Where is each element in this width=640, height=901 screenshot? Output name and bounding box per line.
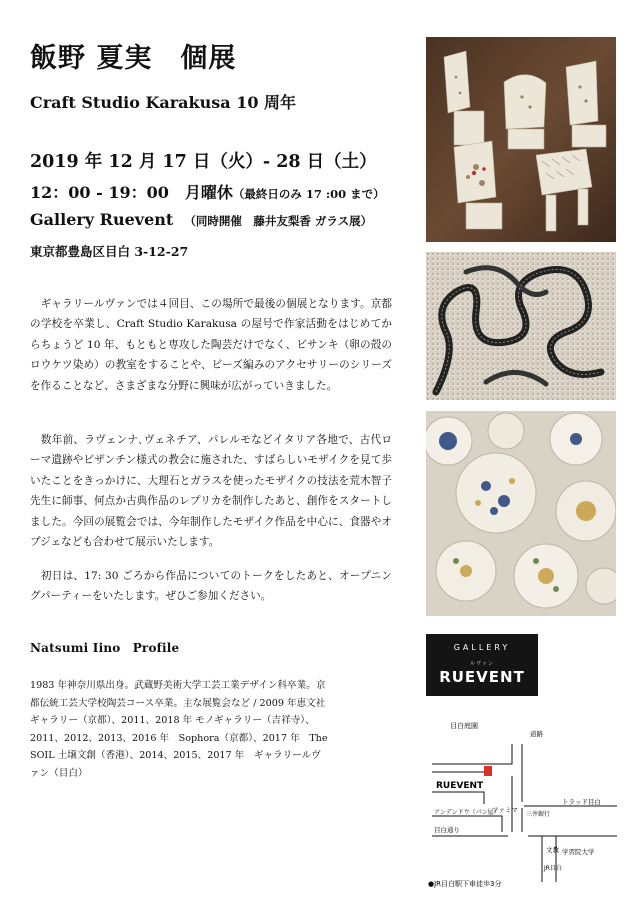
map-label-trad-mejiro: トラッド目白: [562, 798, 601, 806]
gallery-logo: [426, 634, 538, 696]
chairs-photo: [426, 37, 616, 242]
logo-kana: ルヴァン: [470, 661, 494, 667]
mosaic-photo: [426, 252, 616, 400]
map-label-bank: 三井銀行: [526, 811, 551, 818]
opening-party-paragraph: 初日は、17: 30 ごろから作品についてのトークをしたあと、オープニングパーティーをいたします。ぜひご参加ください。: [30, 570, 392, 603]
map-label-road: 道路: [530, 730, 543, 738]
gallery-name: Gallery Ruevent: [30, 210, 174, 229]
map-label-andersen: アンデンドウ（パン屋）: [434, 809, 500, 816]
plates-photo: [426, 411, 616, 616]
concurrent-show-note: （同時開催 藤井友梨香 ガラス展）: [184, 214, 373, 228]
logo-ruevent: RUEVENT: [439, 668, 525, 686]
gallery-location-marker: [484, 766, 492, 776]
map-label-station: JR目白: [544, 865, 562, 872]
profile-heading: Natsumi Iino Profile: [30, 641, 180, 655]
gallery-address: 東京都豊島区目白 3-12-27: [30, 244, 189, 259]
profile-text: 1983 年神奈川県出身。武蔵野美術大学工芸工業デザイン科卒業。京都伝統工芸大学校陶芸コース卒業。主な展覧会など / 2009 年恵文社ギャラリー（京都）、2011、2018 年 モノギャラリー（吉祥寺）、2011、2012、2013、2016 年 Sophora（京都）、2017 年 The SOIL 土壌文創（香港）、2014、2015、2017 年 ギャラリールヴァン（目白）: [30, 680, 328, 779]
logo-gallery-word: GALLERY: [453, 643, 511, 652]
intro-paragraph: ギャラリールヴァンでは４回目、この場所で最後の個展となります。京都の学校を卒業し、Craft Studio Karakusa の屋号で作家活動をはじめてからちょうど 10 年、もともと専攻した陶芸だけでなく、ビサンキ（卵の殻のロウケツ染め）の教室をすることや、ビーズ編みのアクセサリーのシリーズを作ることなど、さまざまな分野に興味が広がっていきました。: [30, 298, 392, 392]
map-footer-directions: ●JR目白駅下車徒歩3分: [428, 880, 502, 888]
mosaic-paragraph: 数年前、ラヴェンナ､ヴェネチア、パレルモなどイタリア各地で、古代ローマ遺跡やビザンチン様式の教会に施された、すばらしいモザイクを見て歩いたことをきっかけに、大理石とガラスを使ったモザイクの技法を荒木智子先生に師事、何点か古典作品のレプリカを制作したあと、創作をスタートしました。今回の展覧会では、今年制作したモザイク作品を中心に、食器やオブジェなども合わせて展示いたします。: [30, 434, 392, 549]
exhibition-dates: 2019 年 12 月 17 日（火）- 28 日（土）: [30, 152, 377, 172]
map-label-garden: 目白庭園: [450, 722, 478, 730]
gallery-name-line: [30, 210, 372, 229]
map-label-gakushuin: 学習院大学: [562, 848, 595, 856]
opening-hours: [30, 180, 385, 203]
hours-note: （最終日のみ 17 :00 まで）: [232, 187, 385, 201]
hours-main: 12：00 - 19：00 月曜休: [30, 183, 233, 202]
exhibition-subtitle: Craft Studio Karakusa 10 周年: [30, 93, 297, 112]
map-label-bunkyo: 文教: [546, 846, 559, 854]
exhibition-title: 飯野 夏実 個展: [30, 43, 237, 74]
map-label-mejiro-dori: 目白通り: [434, 826, 460, 834]
map-label-ruevent: RUEVENT: [436, 781, 484, 791]
map-label-familymart: ファミマ: [492, 806, 518, 814]
access-map: [412, 712, 622, 892]
